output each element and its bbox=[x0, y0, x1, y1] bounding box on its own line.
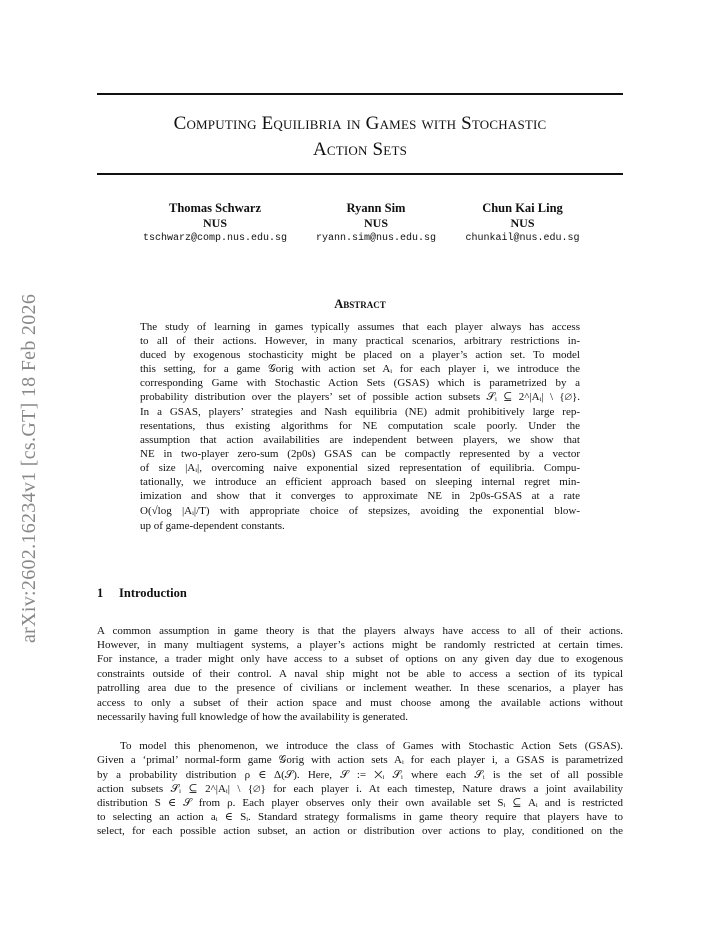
body-line: access to only a subset of their action space and must choose among the available actions without bbox=[97, 697, 623, 709]
author-name: Chun Kai Ling bbox=[482, 201, 563, 215]
paper-title-line-2: Action Sets bbox=[312, 139, 408, 160]
body-line: Given a ‘primal’ normal-form game 𝒢orig with action sets Aᵢ for each player i, a GSAS is parametrized bbox=[97, 754, 623, 766]
body-line: necessarily having full knowledge of how the availability is generated. bbox=[97, 711, 408, 723]
author-name: Ryann Sim bbox=[346, 201, 406, 215]
abstract-line: NE in two-player zero-sum (2p0s) GSAS can be compactly represented by a vector bbox=[140, 448, 580, 460]
author-block-2 bbox=[303, 201, 449, 247]
section-title: Introduction bbox=[119, 586, 187, 600]
abstract-line: resentations, thus existing algorithms for NE computation scale poorly. Under the bbox=[140, 420, 580, 432]
author-block-1 bbox=[135, 201, 295, 247]
author-email: tschwarz@comp.nus.edu.sg bbox=[142, 233, 288, 244]
body-line: A common assumption in game theory is that the players always have access to all of their actions. bbox=[97, 625, 623, 637]
arxiv-identifier-stamp: arXiv:2602.16234v1 [cs.GT] 18 Feb 2026 bbox=[18, 293, 40, 643]
abstract-line: O(√log |Aᵢ|/T) with appropriate choice of stepsizes, avoiding the exponential blow- bbox=[140, 505, 580, 517]
section-number: 1 bbox=[97, 586, 104, 600]
body-line: patrolling area due to the presence of civilians or inclement weather. In these scenarios, a player has bbox=[97, 682, 623, 694]
abstract-line: duced by exogenous stochasticity might be placed on a player’s action set. To model bbox=[140, 349, 580, 361]
body-line: select, for each possible action subset, an action or distribution over actions to play, conditioned on the bbox=[97, 825, 623, 837]
body-line: action subsets 𝒮ᵢ ⊆ 2^|Aᵢ| \ {∅} for each player i. At each timestep, Nature draws a joint availability bbox=[97, 783, 623, 795]
author-name: Thomas Schwarz bbox=[168, 201, 262, 215]
section-heading bbox=[97, 586, 187, 601]
title-rule-top bbox=[97, 93, 623, 95]
abstract-line: this setting, for a game 𝒢orig with action set Aᵢ for each player i, we introduce the bbox=[140, 363, 580, 375]
abstract-line: up of game-dependent constants. bbox=[140, 520, 285, 532]
abstract-line: probability distribution over the players’ set of possible action subsets 𝒮ᵢ ⊆ 2^|Aᵢ| \ {∅}. bbox=[140, 391, 580, 403]
abstract-line: imization and show that it converges to approximate NE in 2p0s-GSAS at a rate bbox=[140, 490, 580, 502]
body-line: For instance, a trader might only have access to a subset of options on any given day due to exogenous bbox=[97, 653, 623, 665]
abstract-line: to all of their actions. However, in many practical scenarios, arbitrary restrictions in- bbox=[140, 335, 580, 347]
body-line: distribution S ∈ 𝒮 from ρ. Each player observes only their own available set Sᵢ ⊆ Aᵢ and is restricted bbox=[97, 797, 623, 809]
abstract-line: tationally, we introduce an efficient approach based on sleeping internal regret min- bbox=[140, 476, 580, 488]
body-line: To model this phenomenon, we introduce the class of Games with Stochastic Action Sets (GSAS). bbox=[120, 740, 623, 752]
abstract-line: corresponding Game with Stochastic Action Sets (GSAS) which is parametrized by a bbox=[140, 377, 580, 389]
body-line: However, in many multiagent systems, a player’s actions might be randomly restricted at certain times. bbox=[97, 639, 623, 651]
abstract-line: of size |Aᵢ|, overcoming naive exponential sized representation of equilibria. Compu- bbox=[140, 462, 580, 474]
abstract-line: The study of learning in games typically assumes that each player always has access bbox=[140, 321, 580, 333]
author-affiliation: NUS bbox=[202, 216, 227, 230]
author-affiliation: NUS bbox=[363, 216, 388, 230]
abstract-heading: Abstract bbox=[334, 297, 386, 311]
body-line: by a probability distribution ρ ∈ Δ(𝒮). Here, 𝒮 := ⨉ᵢ 𝒮ᵢ where each 𝒮ᵢ is the set of all possible bbox=[97, 769, 623, 781]
body-line: constraints outside of their control. A naval ship might not be able to access a section of its typical bbox=[97, 668, 623, 680]
author-email: ryann.sim@nus.edu.sg bbox=[315, 233, 437, 244]
body-line: to selecting an action aᵢ ∈ Sᵢ. Standard strategy formalisms in game theory require that players have to bbox=[97, 811, 623, 823]
title-rule-bottom bbox=[97, 173, 623, 175]
author-affiliation: NUS bbox=[510, 216, 535, 230]
abstract-line: In a GSAS, players’ strategies and Nash equilibria (NE) admit prohibitively large rep- bbox=[140, 406, 580, 418]
paper-title-line-1: Computing Equilibria in Games with Stochastic bbox=[173, 113, 547, 134]
author-email: chunkail@nus.edu.sg bbox=[465, 233, 580, 244]
abstract-line: assumption that action availabilities are independent between players, we show that bbox=[140, 434, 580, 446]
author-block-3 bbox=[455, 201, 590, 247]
